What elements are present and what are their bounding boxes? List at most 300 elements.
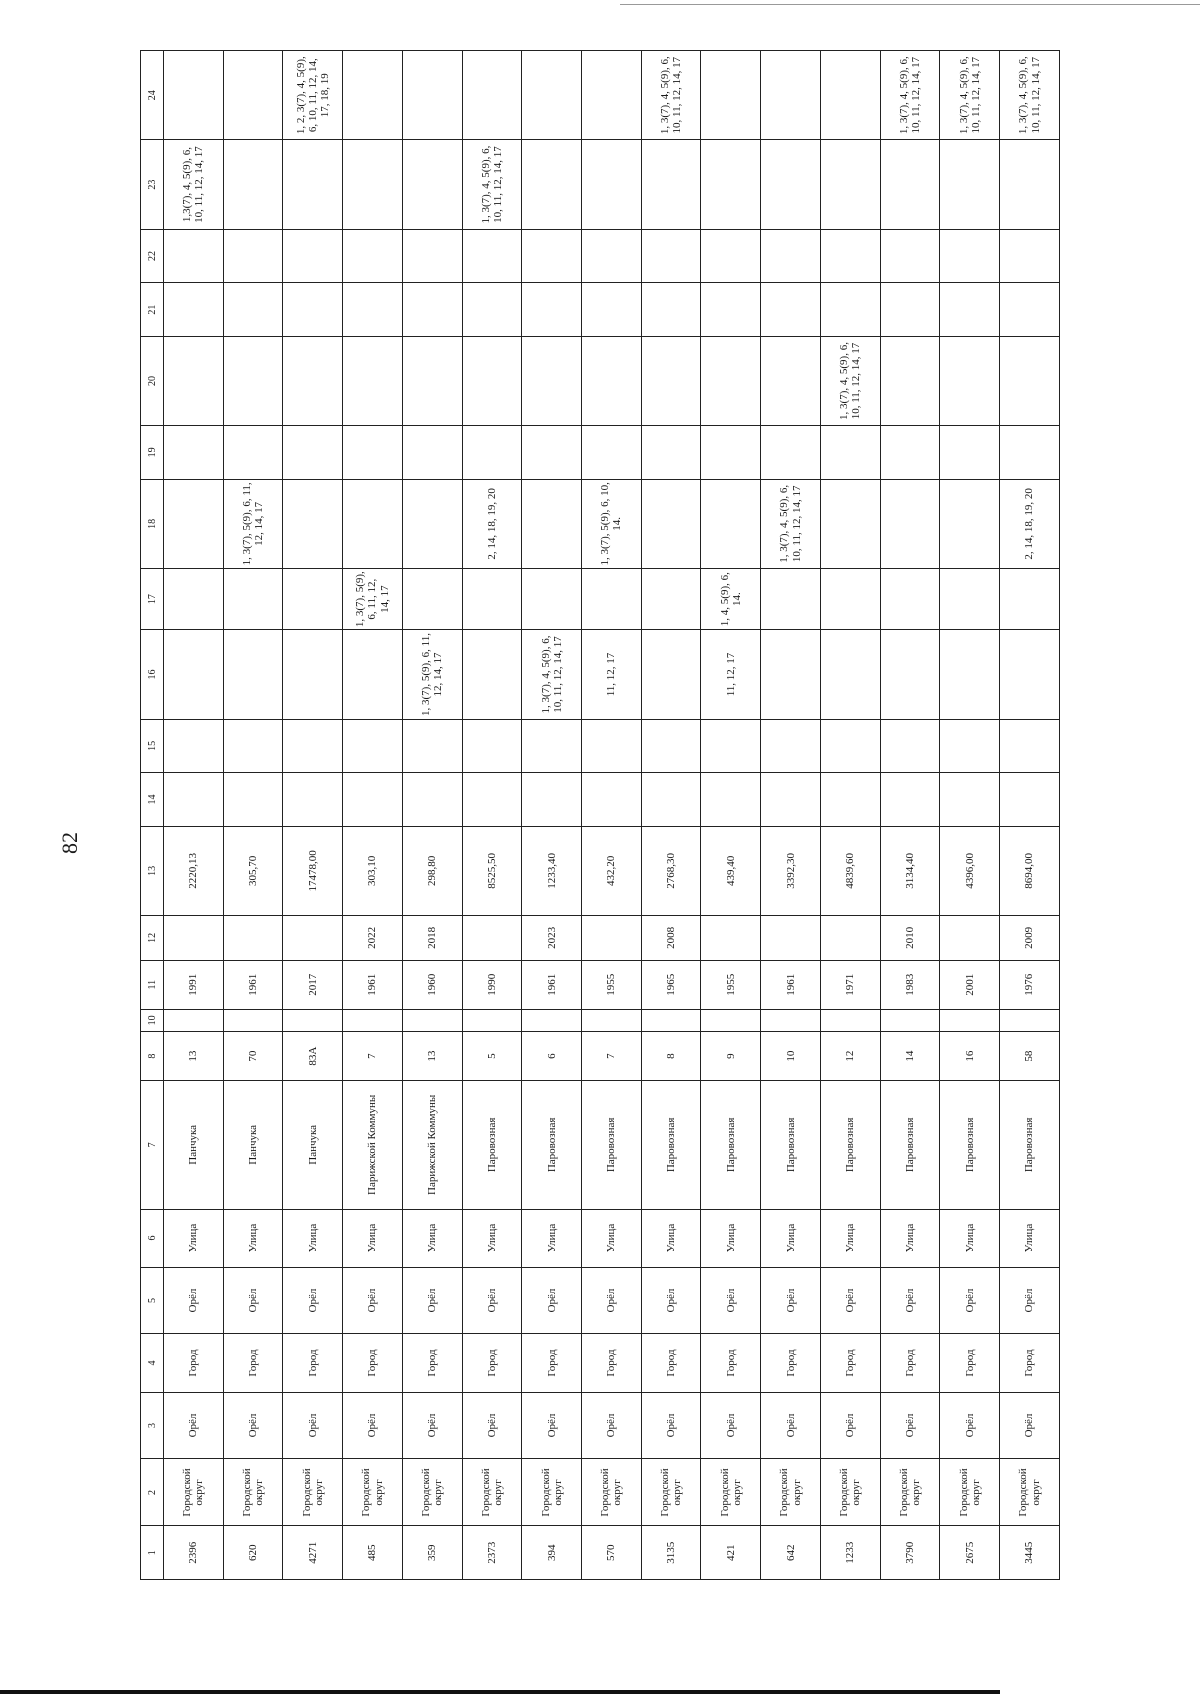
table-cell: 1233 xyxy=(820,1526,880,1580)
table-cell xyxy=(462,630,522,719)
table-cell xyxy=(343,140,403,229)
column-header: 22 xyxy=(141,229,164,283)
table-cell: 2023 xyxy=(522,916,582,961)
table-cell: 421 xyxy=(701,1526,761,1580)
table-cell xyxy=(164,51,224,140)
table-cell xyxy=(880,568,940,629)
table-cell: Город xyxy=(761,1334,821,1392)
table-cell xyxy=(402,479,462,568)
table-cell xyxy=(343,1009,403,1031)
table-cell xyxy=(701,51,761,140)
table-cell: Орёл xyxy=(223,1392,283,1459)
table-cell xyxy=(164,568,224,629)
table-cell: 303,10 xyxy=(343,826,403,915)
table-cell xyxy=(701,719,761,773)
column-header: 14 xyxy=(141,773,164,827)
table-cell: 3135 xyxy=(641,1526,701,1580)
table-cell: 485 xyxy=(343,1526,403,1580)
table-cell xyxy=(402,283,462,337)
table-cell xyxy=(820,773,880,827)
table-cell: 4271 xyxy=(283,1526,343,1580)
table-cell: 3392,30 xyxy=(761,826,821,915)
table-cell xyxy=(641,1009,701,1031)
table-cell: Город xyxy=(462,1334,522,1392)
table-cell: 359 xyxy=(402,1526,462,1580)
table-cell xyxy=(1000,140,1060,229)
table-cell: Улица xyxy=(343,1209,403,1267)
table-cell: Орёл xyxy=(164,1267,224,1334)
table-cell: Городской округ xyxy=(402,1459,462,1526)
table-cell xyxy=(940,719,1000,773)
table-cell: Город xyxy=(164,1334,224,1392)
table-cell: Орёл xyxy=(283,1392,343,1459)
table-cell: 2373 xyxy=(462,1526,522,1580)
table-cell xyxy=(761,1009,821,1031)
table-cell xyxy=(820,719,880,773)
table-cell: Орёл xyxy=(343,1392,403,1459)
table-cell xyxy=(820,51,880,140)
column-header: 12 xyxy=(141,916,164,961)
table-cell xyxy=(223,719,283,773)
table-cell: Город xyxy=(582,1334,642,1392)
table-cell xyxy=(940,916,1000,961)
table-cell: Улица xyxy=(283,1209,343,1267)
table-cell: Парижской Коммуны xyxy=(343,1081,403,1209)
table-cell xyxy=(522,719,582,773)
table-cell xyxy=(940,568,1000,629)
table-cell: Городской округ xyxy=(880,1459,940,1526)
table-cell xyxy=(522,283,582,337)
column-header: 10 xyxy=(141,1009,164,1031)
table-row xyxy=(701,51,761,1580)
table-cell: 7 xyxy=(343,1032,403,1081)
table-cell xyxy=(641,336,701,425)
table-cell xyxy=(701,1009,761,1031)
table-cell: 8694,00 xyxy=(1000,826,1060,915)
table-cell xyxy=(462,719,522,773)
table-cell: Орёл xyxy=(820,1392,880,1459)
table-cell: Паровозная xyxy=(701,1081,761,1209)
table-cell xyxy=(940,773,1000,827)
table-cell xyxy=(164,719,224,773)
table-cell: 11, 12, 17 xyxy=(701,630,761,719)
table-cell xyxy=(940,479,1000,568)
table-cell xyxy=(880,229,940,283)
table-cell xyxy=(164,229,224,283)
column-header: 24 xyxy=(141,51,164,140)
table-cell xyxy=(820,1009,880,1031)
table-cell xyxy=(402,336,462,425)
table-cell xyxy=(343,630,403,719)
table-cell: 1, 3(7), 4, 5(9), 6, 10, 11, 12, 14, 17 xyxy=(761,479,821,568)
table-cell xyxy=(522,773,582,827)
table-cell: 1983 xyxy=(880,960,940,1009)
table-cell: Паровозная xyxy=(761,1081,821,1209)
table-cell xyxy=(462,51,522,140)
table-cell xyxy=(701,426,761,480)
table-cell: 17478,00 xyxy=(283,826,343,915)
table-cell xyxy=(1000,283,1060,337)
table-cell xyxy=(582,283,642,337)
table-row xyxy=(402,51,462,1580)
table-cell: Орёл xyxy=(522,1267,582,1334)
table-cell: 2010 xyxy=(880,916,940,961)
table-cell xyxy=(880,1009,940,1031)
table-cell xyxy=(1000,630,1060,719)
column-header: 18 xyxy=(141,479,164,568)
table-cell: Город xyxy=(402,1334,462,1392)
column-header: 2 xyxy=(141,1459,164,1526)
table-cell xyxy=(343,773,403,827)
table-cell: 9 xyxy=(701,1032,761,1081)
table-cell: Улица xyxy=(880,1209,940,1267)
table-row xyxy=(522,51,582,1580)
table-cell: 2396 xyxy=(164,1526,224,1580)
table-cell: 3445 xyxy=(1000,1526,1060,1580)
table-cell: Орёл xyxy=(761,1392,821,1459)
table-cell: Городской округ xyxy=(283,1459,343,1526)
table-cell xyxy=(343,336,403,425)
table-cell: Паровозная xyxy=(880,1081,940,1209)
table-cell: 10 xyxy=(761,1032,821,1081)
table-cell xyxy=(582,51,642,140)
table-cell xyxy=(820,140,880,229)
table-cell xyxy=(761,140,821,229)
table-cell xyxy=(880,426,940,480)
table-cell xyxy=(223,336,283,425)
table-cell: 1, 3(7), 4, 5(9), 6, 10, 11, 12, 14, 17 xyxy=(1000,51,1060,140)
table-cell xyxy=(522,140,582,229)
table-cell xyxy=(940,1009,1000,1031)
table-cell xyxy=(402,568,462,629)
table-cell: 2017 xyxy=(283,960,343,1009)
table-cell xyxy=(1000,773,1060,827)
table-cell xyxy=(820,916,880,961)
table-cell: Городской округ xyxy=(522,1459,582,1526)
table-row xyxy=(223,51,283,1580)
table-cell: 5 xyxy=(462,1032,522,1081)
table-cell xyxy=(164,283,224,337)
table-cell xyxy=(880,773,940,827)
table-cell: Город xyxy=(701,1334,761,1392)
table-cell: Паровозная xyxy=(940,1081,1000,1209)
table-cell xyxy=(164,1009,224,1031)
table-cell: 16 xyxy=(940,1032,1000,1081)
table-cell xyxy=(820,426,880,480)
table-cell: Городской округ xyxy=(1000,1459,1060,1526)
table-cell: 1971 xyxy=(820,960,880,1009)
table-cell: 1, 3(7), 5(9), 6, 11, 12, 14, 17 xyxy=(402,630,462,719)
table-cell: Город xyxy=(940,1334,1000,1392)
table-cell: Улица xyxy=(522,1209,582,1267)
table-cell xyxy=(223,1009,283,1031)
table-cell: Орёл xyxy=(880,1267,940,1334)
table-cell: Город xyxy=(223,1334,283,1392)
table-cell: Город xyxy=(641,1334,701,1392)
table-cell: Городской округ xyxy=(582,1459,642,1526)
table-cell xyxy=(641,568,701,629)
table-cell xyxy=(283,336,343,425)
table-cell: 1, 3(7), 4, 5(9), 6, 10, 11, 12, 14, 17 xyxy=(940,51,1000,140)
table-cell xyxy=(761,719,821,773)
table-cell xyxy=(462,916,522,961)
table-cell xyxy=(880,719,940,773)
table-cell xyxy=(343,229,403,283)
table-cell xyxy=(641,719,701,773)
table-cell xyxy=(761,426,821,480)
table-cell: Орёл xyxy=(462,1392,522,1459)
table-cell: Панчука xyxy=(283,1081,343,1209)
table-cell: 1961 xyxy=(761,960,821,1009)
table-cell xyxy=(1000,229,1060,283)
table-cell: 2768,30 xyxy=(641,826,701,915)
table-cell: Городской округ xyxy=(940,1459,1000,1526)
table-cell xyxy=(402,140,462,229)
table-cell: 14 xyxy=(880,1032,940,1081)
table-cell: 8 xyxy=(641,1032,701,1081)
table-cell xyxy=(701,229,761,283)
table-cell: Орёл xyxy=(283,1267,343,1334)
table-cell: Орёл xyxy=(582,1267,642,1334)
table-cell: 439,40 xyxy=(701,826,761,915)
table-cell: Паровозная xyxy=(1000,1081,1060,1209)
table-cell xyxy=(582,426,642,480)
table-cell: Орёл xyxy=(641,1267,701,1334)
table-cell: 1991 xyxy=(164,960,224,1009)
table-cell xyxy=(641,140,701,229)
table-cell xyxy=(641,229,701,283)
table-cell: Орёл xyxy=(940,1392,1000,1459)
table-cell: Орёл xyxy=(522,1392,582,1459)
table-cell xyxy=(880,140,940,229)
table-cell xyxy=(1000,426,1060,480)
table-cell xyxy=(283,140,343,229)
table-cell: 1, 3(7), 5(9), 6, 11, 12, 14, 17 xyxy=(223,479,283,568)
table-cell xyxy=(164,336,224,425)
table-row xyxy=(164,51,224,1580)
table-cell xyxy=(1000,719,1060,773)
table-cell xyxy=(582,336,642,425)
table-cell xyxy=(582,719,642,773)
table-cell xyxy=(522,336,582,425)
table-cell: Городской округ xyxy=(761,1459,821,1526)
table-cell: Паровозная xyxy=(641,1081,701,1209)
table-cell: Орёл xyxy=(462,1267,522,1334)
table-cell: Улица xyxy=(1000,1209,1060,1267)
table-cell: 1960 xyxy=(402,960,462,1009)
table-cell xyxy=(223,916,283,961)
table-cell xyxy=(164,773,224,827)
column-header: 1 xyxy=(141,1526,164,1580)
table-cell xyxy=(402,229,462,283)
table-cell: Орёл xyxy=(761,1267,821,1334)
header-row xyxy=(141,51,164,1580)
table-cell: 1961 xyxy=(522,960,582,1009)
table-cell xyxy=(462,229,522,283)
table-cell: 2001 xyxy=(940,960,1000,1009)
table-cell: 1, 3(7), 5(9), 6, 11, 12, 14, 17 xyxy=(343,568,403,629)
table-cell xyxy=(582,568,642,629)
table-cell: Город xyxy=(343,1334,403,1392)
table-cell xyxy=(761,336,821,425)
table-cell xyxy=(283,479,343,568)
table-cell: Улица xyxy=(701,1209,761,1267)
table-row xyxy=(641,51,701,1580)
table-cell xyxy=(402,773,462,827)
table-cell xyxy=(940,426,1000,480)
scan-edge-line-bottom xyxy=(0,1690,1000,1694)
table-cell xyxy=(343,51,403,140)
table-cell xyxy=(283,1009,343,1031)
table-cell: Город xyxy=(522,1334,582,1392)
table-cell xyxy=(582,916,642,961)
housing-table xyxy=(140,50,1060,1580)
table-cell xyxy=(462,568,522,629)
table-row xyxy=(283,51,343,1580)
table-cell: Улица xyxy=(462,1209,522,1267)
table-cell xyxy=(402,1009,462,1031)
column-header: 16 xyxy=(141,630,164,719)
table-row xyxy=(761,51,821,1580)
column-header: 3 xyxy=(141,1392,164,1459)
table-cell: 2008 xyxy=(641,916,701,961)
table-cell xyxy=(223,426,283,480)
table-cell xyxy=(343,283,403,337)
table-cell xyxy=(701,773,761,827)
table-cell xyxy=(761,916,821,961)
table-cell xyxy=(582,229,642,283)
table-cell xyxy=(223,568,283,629)
table-cell: 298,80 xyxy=(402,826,462,915)
table-cell: Улица xyxy=(164,1209,224,1267)
table-cell xyxy=(283,568,343,629)
table-cell: 1, 3(7), 4, 5(9), 6, 10, 11, 12, 14, 17 xyxy=(462,140,522,229)
table-cell: 620 xyxy=(223,1526,283,1580)
table-cell: Улица xyxy=(641,1209,701,1267)
table-cell xyxy=(761,51,821,140)
table-cell: Городской округ xyxy=(462,1459,522,1526)
column-header: 15 xyxy=(141,719,164,773)
column-header: 21 xyxy=(141,283,164,337)
table-cell: 13 xyxy=(164,1032,224,1081)
column-header: 20 xyxy=(141,336,164,425)
table-cell xyxy=(940,140,1000,229)
table-row xyxy=(462,51,522,1580)
table-cell xyxy=(701,283,761,337)
table-cell: Город xyxy=(1000,1334,1060,1392)
table-cell: Улица xyxy=(223,1209,283,1267)
table-cell: Улица xyxy=(402,1209,462,1267)
table-cell: Орёл xyxy=(1000,1267,1060,1334)
table-cell: 1990 xyxy=(462,960,522,1009)
table-cell: Улица xyxy=(761,1209,821,1267)
table-cell xyxy=(880,630,940,719)
table-cell: Орёл xyxy=(701,1392,761,1459)
table-cell xyxy=(820,283,880,337)
table-cell xyxy=(641,426,701,480)
table-cell: Городской округ xyxy=(820,1459,880,1526)
table-cell: 2018 xyxy=(402,916,462,961)
table-cell xyxy=(343,719,403,773)
table-cell xyxy=(462,426,522,480)
table-cell: 3134,40 xyxy=(880,826,940,915)
table-cell: Парижской Коммуны xyxy=(402,1081,462,1209)
table-cell: 1955 xyxy=(701,960,761,1009)
table-cell: Паровозная xyxy=(522,1081,582,1209)
table-cell: 2675 xyxy=(940,1526,1000,1580)
scan-edge-line xyxy=(620,4,1200,5)
table-cell: 4839,60 xyxy=(820,826,880,915)
column-header: 4 xyxy=(141,1334,164,1392)
table-cell: 1, 3(7), 4, 5(9), 6, 10, 11, 12, 14, 17 xyxy=(820,336,880,425)
column-header: 19 xyxy=(141,426,164,480)
table-cell: Городской округ xyxy=(164,1459,224,1526)
table-cell xyxy=(940,630,1000,719)
table-cell: 2, 14, 18, 19, 20 xyxy=(462,479,522,568)
table-cell xyxy=(940,229,1000,283)
table-cell xyxy=(164,916,224,961)
table-row xyxy=(820,51,880,1580)
table-cell: Орёл xyxy=(164,1392,224,1459)
column-header: 8 xyxy=(141,1032,164,1081)
table-body xyxy=(164,51,1060,1580)
table-cell: 1, 4, 5(9), 6, 14. xyxy=(701,568,761,629)
table-row xyxy=(880,51,940,1580)
table-cell xyxy=(522,568,582,629)
table-cell: Орёл xyxy=(701,1267,761,1334)
table-cell xyxy=(283,719,343,773)
column-header: 17 xyxy=(141,568,164,629)
table-cell: 432,20 xyxy=(582,826,642,915)
table-cell xyxy=(283,630,343,719)
table-cell: Орёл xyxy=(1000,1392,1060,1459)
column-header: 11 xyxy=(141,960,164,1009)
table-cell: Город xyxy=(820,1334,880,1392)
table-cell: Улица xyxy=(820,1209,880,1267)
table-cell xyxy=(641,630,701,719)
table-cell xyxy=(820,568,880,629)
column-header: 23 xyxy=(141,140,164,229)
table-row xyxy=(343,51,403,1580)
table-cell: 1,3(7), 4, 5(9), 6, 10, 11, 12, 14, 17 xyxy=(164,140,224,229)
table-cell: Городской округ xyxy=(223,1459,283,1526)
table-cell xyxy=(462,283,522,337)
table-cell xyxy=(761,229,821,283)
page-number: 82 xyxy=(57,832,82,854)
table-cell xyxy=(223,229,283,283)
table-cell: 1965 xyxy=(641,960,701,1009)
table-cell xyxy=(283,426,343,480)
table-cell xyxy=(164,426,224,480)
table-cell xyxy=(761,568,821,629)
table-cell xyxy=(641,773,701,827)
table-cell: 1961 xyxy=(223,960,283,1009)
table-cell xyxy=(582,773,642,827)
table-cell: Орёл xyxy=(402,1392,462,1459)
column-header: 7 xyxy=(141,1081,164,1209)
table-row xyxy=(940,51,1000,1580)
table-cell: 11, 12, 17 xyxy=(582,630,642,719)
table-cell: 1961 xyxy=(343,960,403,1009)
table-cell: 7 xyxy=(582,1032,642,1081)
table-cell: Городской округ xyxy=(701,1459,761,1526)
table-cell: Городской округ xyxy=(641,1459,701,1526)
table-cell: 1, 3(7), 5(9), 6, 10, 14. xyxy=(582,479,642,568)
table-cell xyxy=(164,630,224,719)
table-cell: 83А xyxy=(283,1032,343,1081)
table-cell xyxy=(223,773,283,827)
table-cell xyxy=(283,916,343,961)
